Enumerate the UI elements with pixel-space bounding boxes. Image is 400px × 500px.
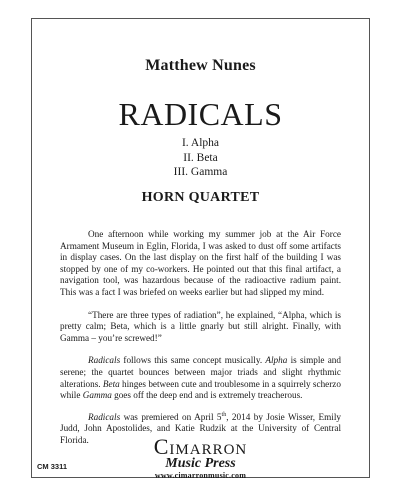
- composer-name: Matthew Nunes: [145, 57, 256, 74]
- publisher-subname: Music Press: [165, 456, 236, 471]
- movement-1: I. Alpha: [181, 137, 220, 149]
- notes-text: hinges between cute and troublesome in a squirrely scherzo while: [60, 378, 341, 401]
- radicals-italic: Radicals: [88, 355, 121, 366]
- gamma-italic: Gamma: [82, 390, 112, 401]
- catalog-number: CM 3311: [37, 462, 68, 471]
- radicals-italic: Radicals: [88, 411, 121, 422]
- alpha-italic: Alpha: [265, 355, 288, 366]
- publisher-logo: [32, 434, 369, 481]
- instrumentation: HORN QUARTET: [141, 190, 260, 205]
- movement-3: III. Gamma: [173, 166, 228, 178]
- notes-text: was premiered on April 5: [120, 411, 222, 422]
- notes-text: , 2014 by Josie Wisser, Emily Judd, John Apostolides, and Katie Rudzik at the University of Central Florida.: [60, 411, 341, 445]
- notes-paragraph-3: [60, 355, 341, 401]
- movement-list: [32, 136, 369, 180]
- notes-text: follows this same concept musically.: [120, 355, 266, 366]
- publisher-url: www.cimarronmusic.com: [154, 471, 247, 480]
- beta-italic: Beta: [102, 378, 120, 389]
- score-cover-page: [31, 18, 370, 478]
- publisher-name: Cimarron: [153, 434, 248, 459]
- piece-title: RADICALS: [118, 96, 283, 132]
- notes-paragraph-2: “There are three types of radiation”, he explained, “Alpha, which is pretty calm; Beta, which is a little gnarly but still alright. Finally, with Gamma – you’re screwed!”: [60, 309, 341, 343]
- notes-text: is simple and serene; the quartet bounces between major triads and slight rhythmic alterations.: [60, 355, 341, 389]
- notes-text: goes off the deep end and is extremely treacherous.: [111, 390, 303, 401]
- movement-2: II. Beta: [183, 151, 218, 164]
- notes-paragraph-1: One afternoon while working my summer job at the Air Force Armament Museum in Eglin, Florida, I was asked to dust off some artifacts in display cases. On the last display on the first half of the building I was stopped by one of my co-workers. He pointed out that this final artifact, a navigation tool, was hazardous because of the radioactive radium paint. This was a fact I was briefed on weeks earlier but had slipped my mind.: [60, 229, 341, 297]
- ordinal-suffix: th: [221, 411, 227, 418]
- program-notes: [60, 229, 341, 458]
